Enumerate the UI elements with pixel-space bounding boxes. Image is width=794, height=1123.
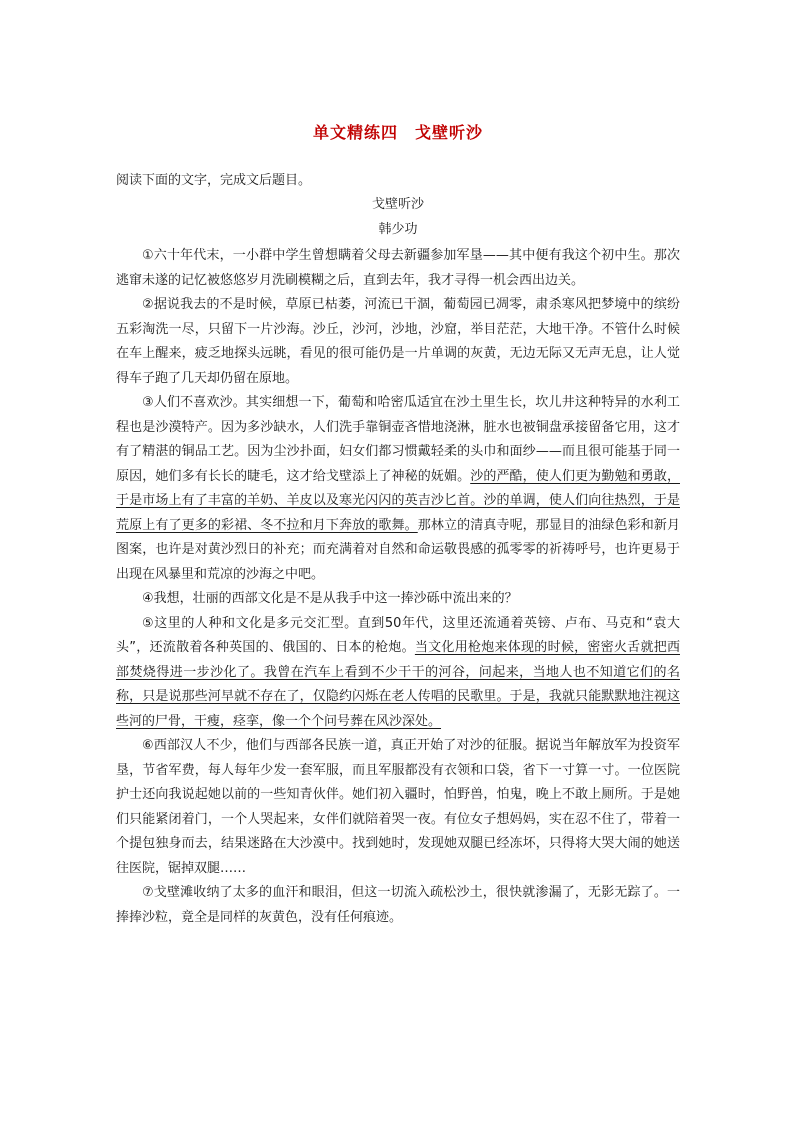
text-segment: ⑦戈壁滩收纳了太多的血汗和眼泪，但这一切流入疏松沙土，很快就渗漏了，无影无踪了。一捧捧沙粒，竟全是同样的灰黄色，没有任何痕迹。: [116, 885, 680, 925]
text-segment: 那林立的清真寺呢，那显目的油绿色彩和新月图案，也许是对黄沙烈日的补充；而充满着对自然和命运敬畏感的孤零零的祈祷呼号，也许更易于出现在风暴里和荒凉的沙海之中吧。: [116, 517, 680, 582]
underlined-segment: 当文化用枪炮来体现的时候，密密火舌就把西部焚烧得进一步沙化了。我曾在汽车上看到不少干干的河谷，问起来，当地人也不知道它们的名称，只是说那些河早就不存在了，仅隐约闪烁在老人传唱的民歌里。于是，我就只能默默地注视这些河的尸骨，干瘦，痉挛，像一个个问号葬在风沙深处。: [116, 640, 680, 729]
article-paragraph: [116, 293, 680, 391]
document-title: 单文精练四 戈壁听沙: [312, 123, 483, 142]
article-author: 韩少功: [378, 222, 418, 237]
text-segment: ⑤这里的人种和文化是多元交汇型。直到50年代，这里还流通着英镑、卢布、马克和“袁大头”，还流散着各种英国的、俄国的、日本的枪炮。: [116, 615, 680, 655]
article-title: 戈壁听沙: [371, 197, 424, 212]
text-segment: ③人们不喜欢沙。其实细想一下，葡萄和哈密瓜适宜在沙土里生长，坎儿井这种特异的水利工程也是沙漠特产。因为多沙缺水，人们洗手靠铜壶吝惜地浇淋，脏水也被铜盘承接留备它用，这才有了精湛的铜品工艺。因为尘沙扑面，妇女们都习惯戴轻柔的头巾和面纱——而且很可能基于同一原因，她们多有长长的睫毛，这才给戈壁添上了神秘的妩媚。: [116, 395, 680, 484]
text-segment: ①六十年代末，一小群中学生曾想瞒着父母去新疆参加军垦——其中便有我这个初中生。那次逃窜未遂的记忆被悠悠岁月洗刷模糊之后，直到去年，我才寻得一机会西出边关。: [116, 248, 680, 288]
underlined-segment: 沙的严酷，使人们更为勤勉和勇敢，于是市场上有了丰富的羊奶、羊皮以及寒光闪闪的英吉沙匕首。沙的单调，使人们向往热烈，于是荒原上有了更多的彩裙、冬不拉和月下奔放的歌舞。: [116, 468, 680, 533]
article-paragraph: [116, 612, 680, 735]
text-segment: ②据说我去的不是时候，草原已枯萎，河流已干涸，葡萄园已凋零，肃杀寒风把梦境中的缤纷五彩淘洗一尽，只留下一片沙海。沙丘，沙河，沙地，沙窟，举目茫茫，大地干净。不管什么时候在车上醒来，疲乏地探头远眺，看见的很可能仍是一片单调的灰黄，无边无际又无声无息，让人觉得车子跑了几天却仍留在原地。: [116, 297, 680, 386]
article-paragraph: [116, 587, 680, 612]
text-segment: ④我想，壮丽的西部文化是不是从我手中这一捧沙砾中流出来的？: [142, 591, 518, 606]
instruction-text: 阅读下面的文字，完成文后题目。: [116, 173, 312, 188]
article-paragraph: [116, 244, 680, 293]
article-paragraph: [116, 734, 680, 881]
article-body: [116, 244, 680, 930]
article-paragraph: [116, 881, 680, 930]
article-paragraph: [116, 391, 680, 587]
text-segment: ⑥西部汉人不少，他们与西部各民族一道，真正开始了对沙的征服。据说当年解放军为投资军垦，节省军费，每人每年少发一套军服，而且军服都没有衣领和口袋，省下一寸算一寸。一位医院护士还向我说起她以前的一些知青伙伴。她们初入疆时，怕野兽，怕鬼，晚上不敢上厕所。于是她们只能紧闭着门，一个人哭起来，女伴们就陪着哭一夜。有位女子想妈妈，实在忍不住了，带着一个提包独身而去，结果迷路在大沙漠中。找到她时，发现她双腿已经冻坏，只得将大哭大闹的她送往医院，锯掉双腿……: [116, 738, 680, 876]
